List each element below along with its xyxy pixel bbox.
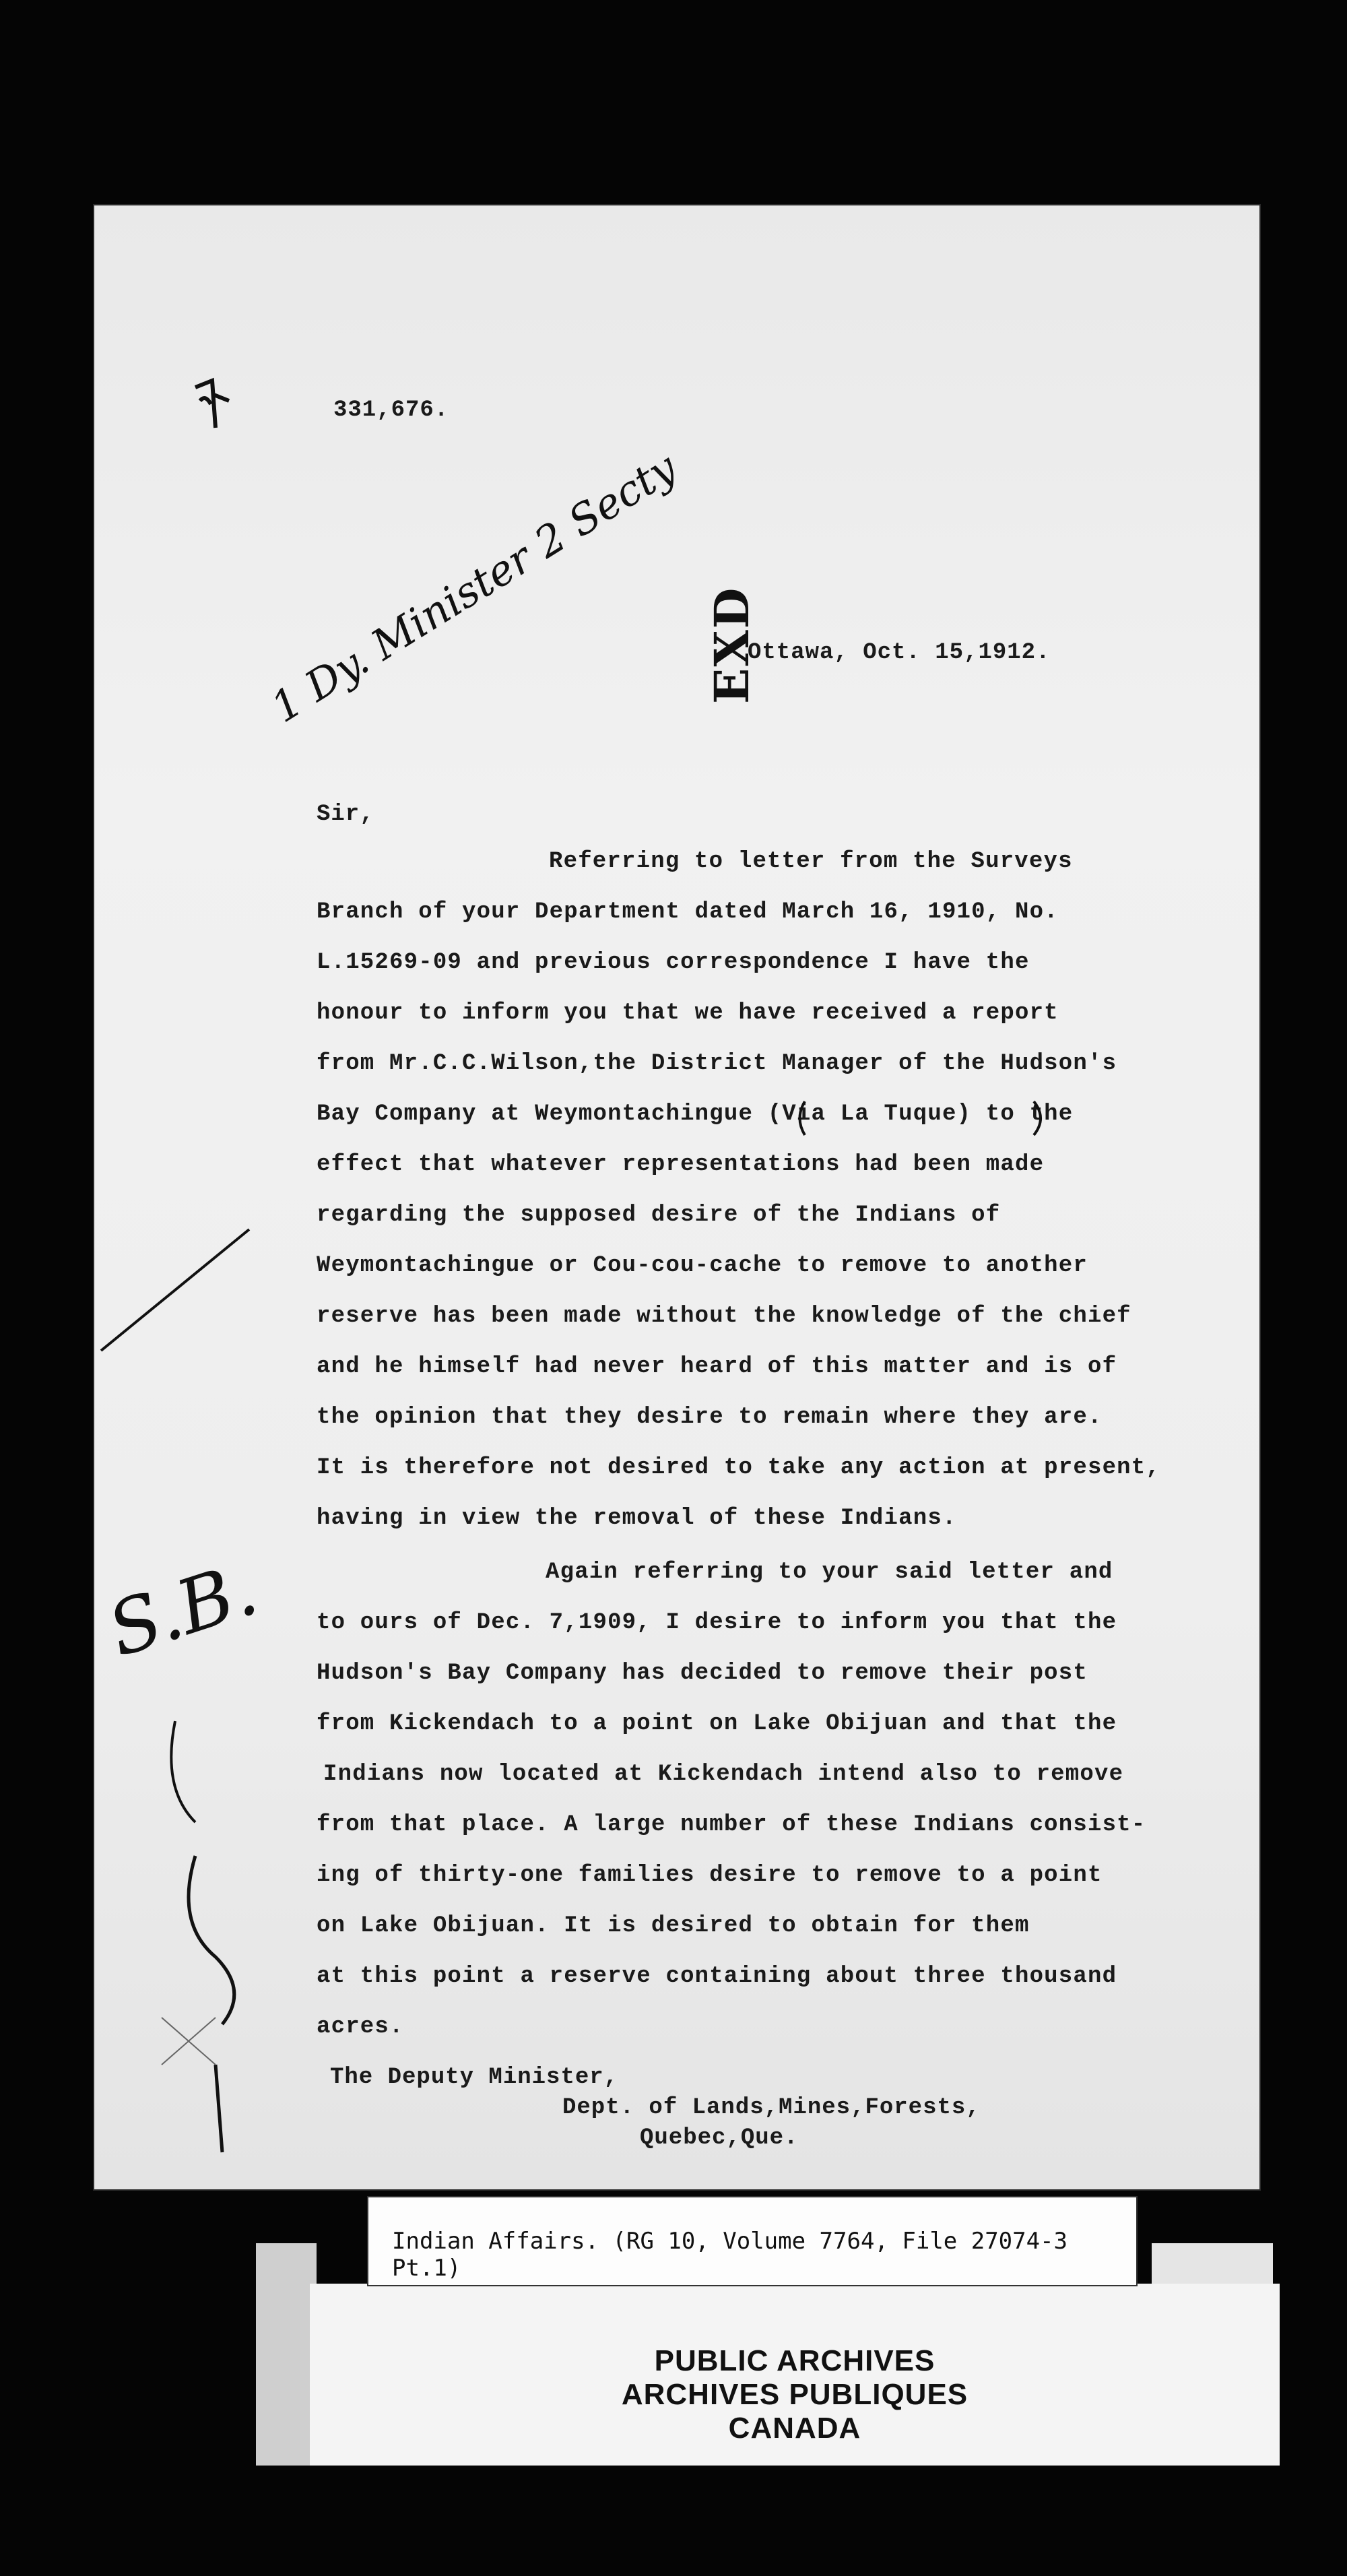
body-line: Referring to letter from the Surveys	[549, 849, 1073, 874]
body-line: honour to inform you that we have received a report	[317, 1000, 1059, 1026]
body-line: L.15269-09 and previous correspondence I have the	[317, 950, 1030, 975]
archive-reference-card	[367, 2196, 1138, 2286]
body-line: regarding the supposed desire of the Indians of	[317, 1202, 1001, 1228]
body-line: effect that whatever representations had been made	[317, 1152, 1045, 1178]
addressee-city: Quebec,Que.	[640, 2125, 799, 2151]
body-line: at this point a reserve containing about three thousand	[317, 1964, 1117, 1989]
file-number: 331,676.	[333, 397, 449, 423]
archive-strip-left	[256, 2243, 317, 2466]
margin-pen-strokes	[94, 946, 310, 2159]
body-line: Weymontachingue or Cou-cou-cache to remove to another	[317, 1253, 1088, 1279]
body-line: Hudson's Bay Company has decided to remove their post	[317, 1661, 1088, 1686]
body-line: Branch of your Department dated March 16, 1910, No.	[317, 899, 1059, 925]
archive-line-3: CANADA	[728, 2412, 861, 2445]
body-line: and he himself had never heard of this matter and is of	[317, 1354, 1117, 1380]
received-stamp: EXD	[704, 586, 760, 704]
margin-initials: S.B.	[98, 1545, 267, 1674]
body-line: having in view the removal of these Indians.	[317, 1506, 957, 1531]
file-mark-icon	[192, 374, 232, 434]
body-line: reserve has been made without the knowledge of the chief	[317, 1303, 1131, 1329]
body-line: Indians now located at Kickendach intend also to remove	[323, 1762, 1124, 1787]
addressee-department: Dept. of Lands,Mines,Forests,	[562, 2095, 981, 2121]
body-line: the opinion that they desire to remain where they are.	[317, 1405, 1103, 1430]
body-line: to ours of Dec. 7,1909, I desire to inform you that the	[317, 1610, 1117, 1636]
body-line: Bay Company at Weymontachingue (Via La Tuque) to the	[317, 1101, 1074, 1127]
addressee-title: The Deputy Minister,	[330, 2065, 619, 2090]
handwritten-annotation: 1 Dy. Minister 2 Secty	[263, 443, 686, 732]
archive-box	[310, 2284, 1280, 2466]
body-line: Again referring to your said letter and	[546, 1559, 1113, 1585]
archive-line-1: PUBLIC ARCHIVES	[654, 2344, 935, 2377]
salutation: Sir,	[317, 802, 374, 827]
via-la-tuque-bracket	[791, 1095, 1061, 1142]
body-line: from Kickendach to a point on Lake Obijuan and that the	[317, 1711, 1117, 1737]
body-line: from that place. A large number of these Indians consist-	[317, 1812, 1146, 1838]
date-line: Ottawa, Oct. 15,1912.	[748, 640, 1051, 666]
letter-page	[94, 205, 1259, 2189]
archive-line-2: ARCHIVES PUBLIQUES	[621, 2378, 968, 2411]
archive-reference: Indian Affairs. (RG 10, Volume 7764, File 27074-3 Pt.1)	[392, 2228, 1068, 2282]
body-line: It is therefore not desired to take any action at present,	[317, 1455, 1160, 1481]
body-line: acres.	[317, 2014, 404, 2040]
body-line: from Mr.C.C.Wilson,the District Manager of the Hudson's	[317, 1051, 1117, 1076]
body-line: on Lake Obijuan. It is desired to obtain for them	[317, 1913, 1030, 1939]
body-line: ing of thirty-one families desire to remove to a point	[317, 1863, 1103, 1888]
